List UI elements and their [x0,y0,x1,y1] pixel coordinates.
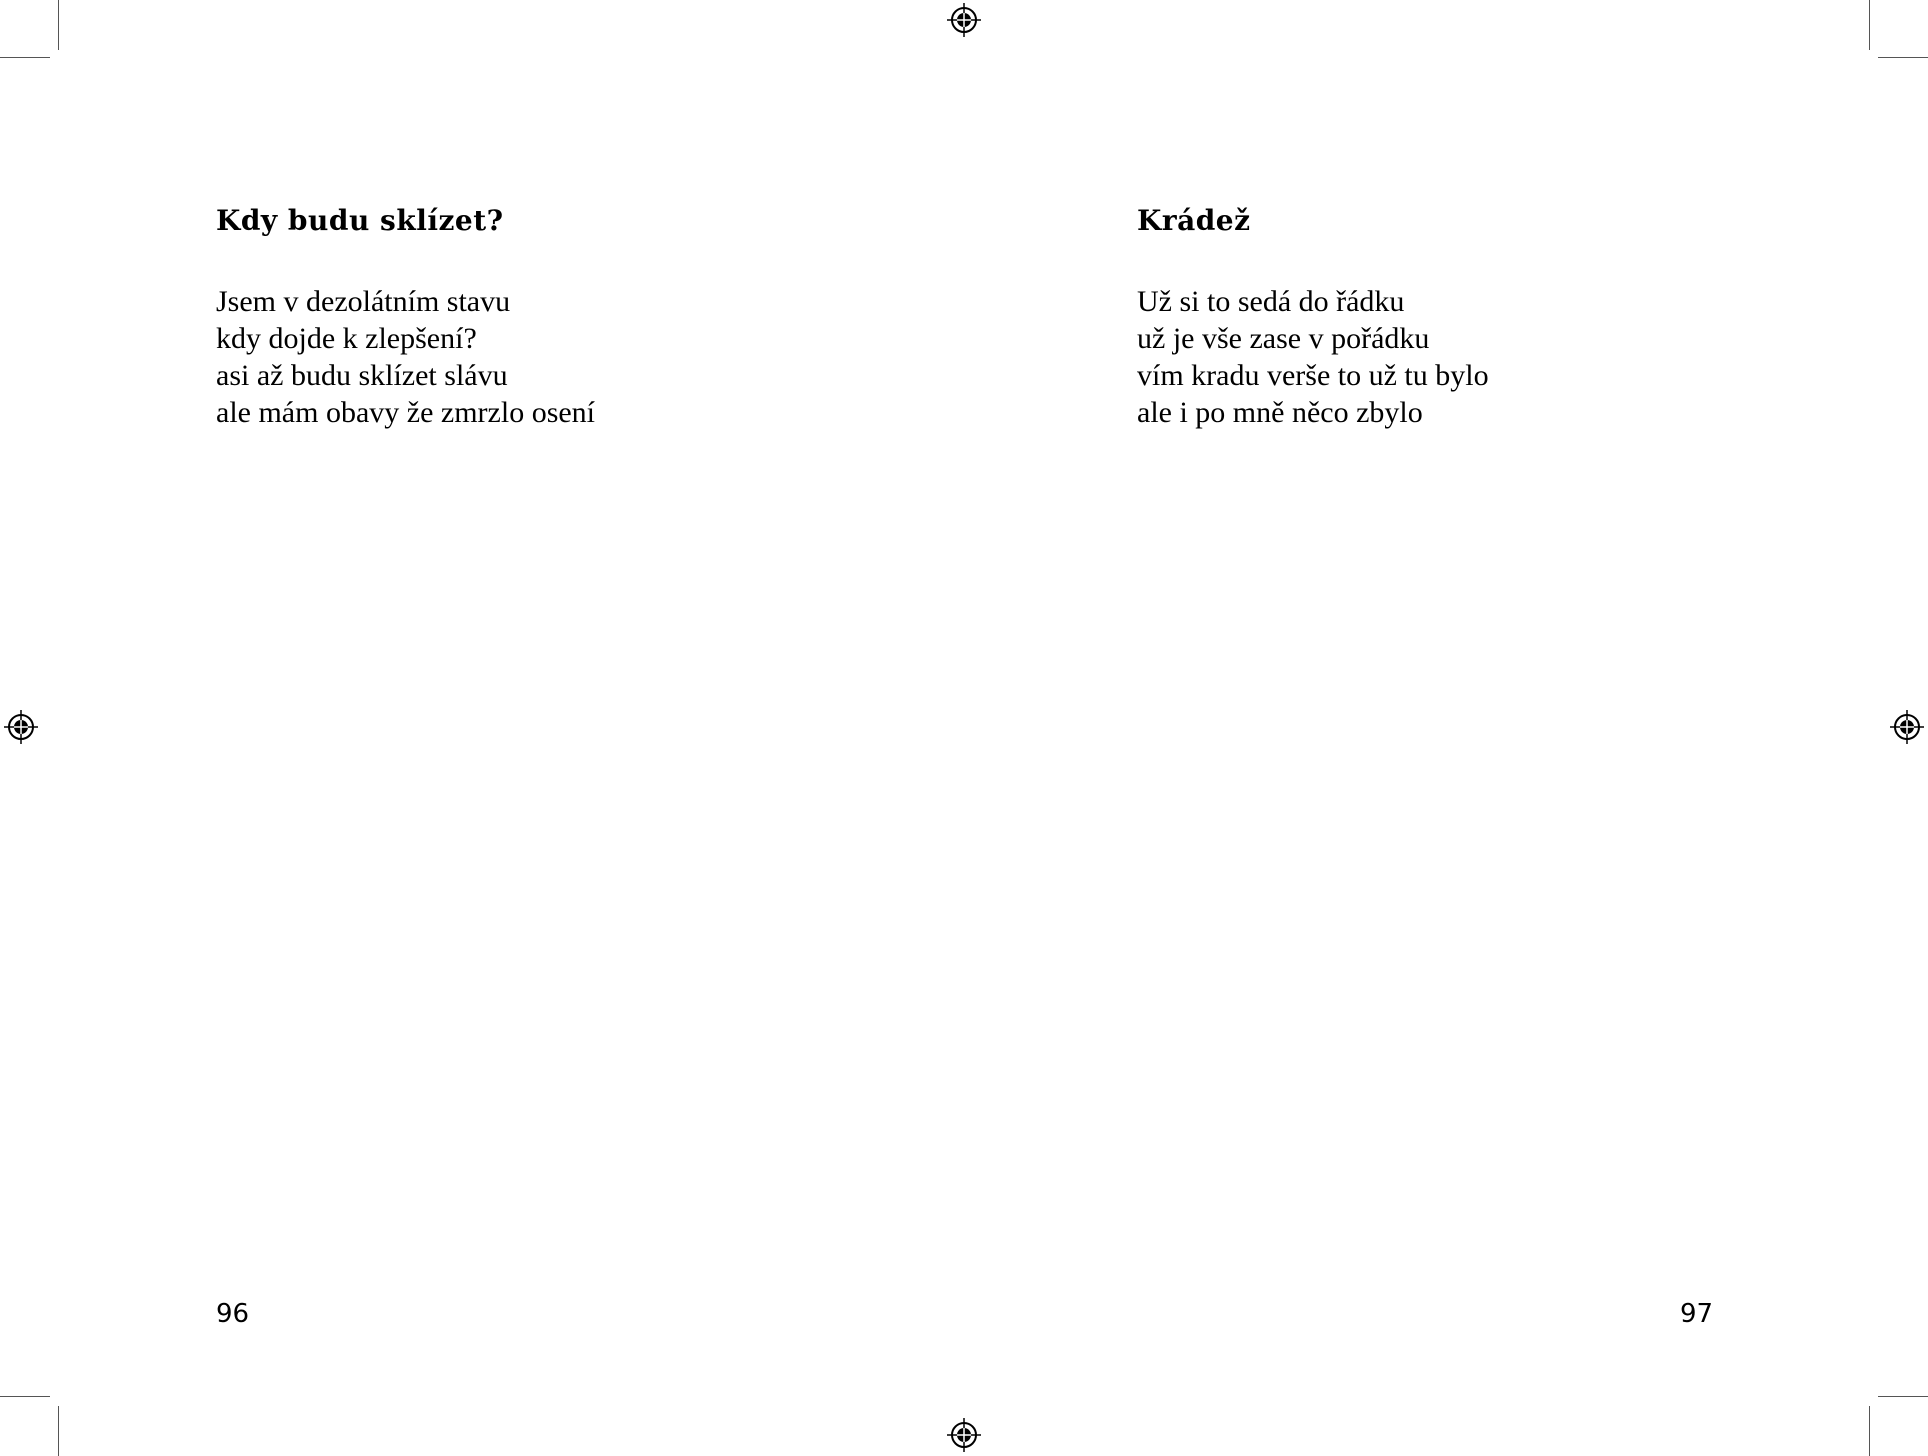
right-page [964,0,1928,1456]
crop-mark [58,0,59,50]
crop-mark [0,57,50,58]
crop-mark [1878,1396,1928,1397]
registration-mark-icon [947,1418,981,1452]
crop-mark [1878,57,1928,58]
poem-line: ale mám obavy že zmrzlo osení [216,396,596,429]
registration-mark-icon [4,710,38,744]
poem-line: asi až budu sklízet slávu [216,359,508,392]
crop-mark [0,1396,50,1397]
poem-line: Už si to sedá do řádku [1137,285,1405,318]
registration-mark-icon [1890,710,1924,744]
crop-mark [58,1406,59,1456]
poem-line: už je vše zase v pořádku [1137,322,1430,355]
poem-line: ale i po mně něco zbylo [1137,396,1423,429]
poem-body [1137,283,1489,431]
page-number: 96 [216,1299,250,1329]
poem-title: Kdy budu sklízet? [216,204,504,237]
poem-body [216,283,595,431]
poem-line: kdy dojde k zlepšení? [216,322,477,355]
poem-line: Jsem v dezolátním stavu [216,285,511,318]
crop-mark [1869,0,1870,50]
page-number: 97 [1680,1299,1714,1329]
poem-line: vím kradu verše to už tu bylo [1137,359,1489,392]
crop-mark [1869,1406,1870,1456]
registration-mark-icon [947,3,981,37]
poem-title: Krádež [1137,204,1251,237]
